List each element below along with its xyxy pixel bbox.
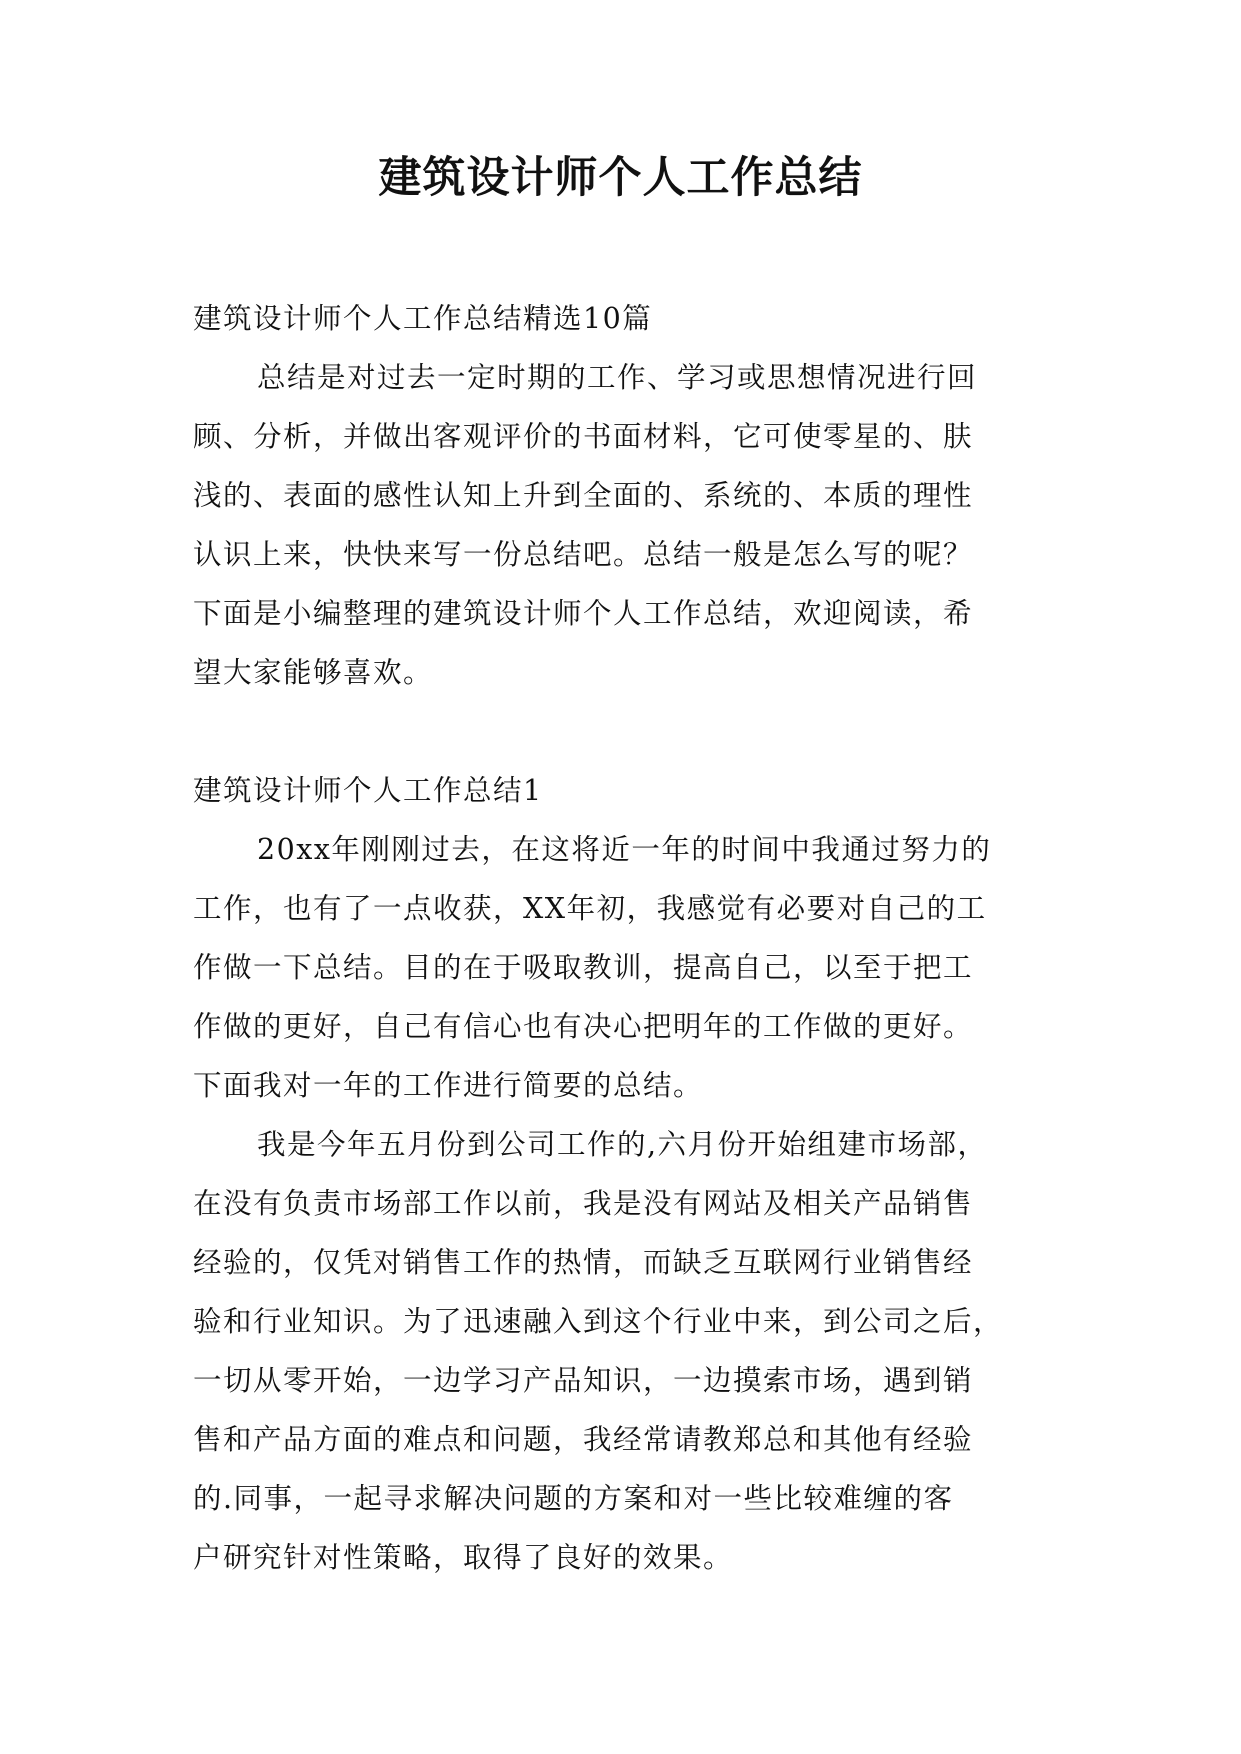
paragraph-line: 售和产品方面的难点和问题，我经常请教郑总和其他有经验 [193, 1423, 974, 1456]
paragraph-line: 工作，也有了一点收获，XX年初，我感觉有必要对自己的工 [193, 892, 987, 925]
paragraph-line: 下面我对一年的工作进行简要的总结。 [193, 1069, 704, 1102]
document-subtitle: 建筑设计师个人工作总结精选10篇 [193, 302, 653, 335]
section-heading: 建筑设计师个人工作总结1 [193, 774, 543, 807]
paragraph-line: 经验的，仅凭对销售工作的热情，而缺乏互联网行业销售经 [193, 1246, 974, 1279]
intro-line: 望大家能够喜欢。 [193, 656, 434, 689]
body-paragraph-1 [193, 820, 1083, 1115]
paragraph-line: 的.同事，一起寻求解决问题的方案和对一些比较难缠的客 [193, 1482, 954, 1515]
paragraph-line: 20xx年刚刚过去，在这将近一年的时间中我通过努力的 [257, 833, 992, 866]
intro-line: 认识上来，快快来写一份总结吧。总结一般是怎么写的呢？ [193, 538, 974, 571]
body-paragraph-2 [193, 1115, 1083, 1587]
paragraph-line: 一切从零开始，一边学习产品知识，一边摸索市场，遇到销 [193, 1364, 974, 1397]
paragraph-line: 作做的更好，自己有信心也有决心把明年的工作做的更好。 [193, 1010, 974, 1043]
paragraph-line: 作做一下总结。目的在于吸取教训，提高自己，以至于把工 [193, 951, 974, 984]
intro-line: 下面是小编整理的建筑设计师个人工作总结，欢迎阅读，希 [193, 597, 974, 630]
intro-line: 浅的、表面的感性认知上升到全面的、系统的、本质的理性 [193, 479, 974, 512]
paragraph-line: 我是今年五月份到公司工作的,六月份开始组建市场部， [257, 1128, 988, 1161]
paragraph-line: 户研究针对性策略，取得了良好的效果。 [193, 1541, 734, 1574]
paragraph-line: 在没有负责市场部工作以前，我是没有网站及相关产品销售 [193, 1187, 974, 1220]
paragraph-gap [193, 702, 1083, 761]
paragraph-line: 验和行业知识。为了迅速融入到这个行业中来，到公司之后， [193, 1305, 1004, 1338]
intro-line: 总结是对过去一定时期的工作、学习或思想情况进行回 [257, 361, 978, 394]
document-title: 建筑设计师个人工作总结 [378, 153, 863, 203]
intro-paragraph [193, 348, 1083, 702]
document-body [193, 289, 1083, 1587]
intro-line: 顾、分析，并做出客观评价的书面材料，它可使零星的、肤 [193, 420, 974, 453]
